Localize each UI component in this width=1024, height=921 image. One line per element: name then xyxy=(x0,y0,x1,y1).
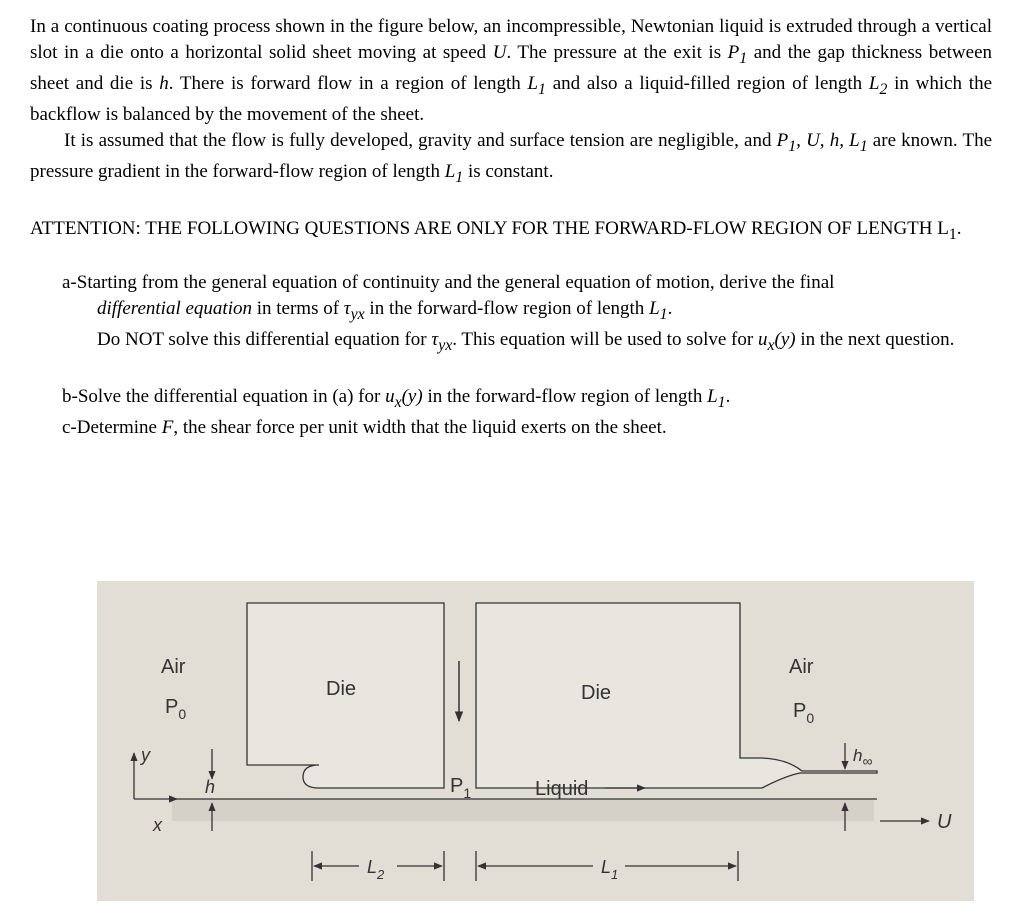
question-c: c-Determine F, the shear force per unit width that the liquid exerts on the sheet. xyxy=(62,416,667,438)
gap-h-label: h xyxy=(205,777,216,797)
die-label-right: Die xyxy=(581,682,612,704)
die-label-left: Die xyxy=(326,678,357,700)
figure-svg xyxy=(97,581,974,901)
liquid-label: Liquid xyxy=(535,778,589,800)
question-a-line-1: a-Starting from the general equation of continuity and the general equation of motion, derive the final xyxy=(62,272,835,294)
intro-paragraph-1: In a continuous coating process shown in the figure below, an incompressible, Newtonian liquid is extruded through a vertical slot in a die onto a horizontal solid sheet moving at speed U. The pressure at the exit is $P_1$ and the gap thickness between sheet and die is h. There is forward flow in a region of length $L_1$ and also a liquid-filled region of length $L_2$ in which the backflow is balanced by the movement of the sheet. xyxy=(30,16,993,126)
l2-label: $L_2$ xyxy=(367,857,385,882)
moving-sheet xyxy=(172,799,874,821)
air-label-right: Air xyxy=(789,656,814,678)
question-a-line-3: Do NOT solve this differential equation for $\tau_{yx}$. This equation will be used to solve for $u_x(y)$ in the next question. xyxy=(97,329,955,354)
problem-text xyxy=(30,14,992,441)
p0-label-right: $P_0$ xyxy=(793,700,815,726)
p0-label-left: $P_0$ xyxy=(165,696,187,722)
question-b: b-Solve the differential equation in (a) for $u_x(y)$ in the forward-flow region of length $L_1$. xyxy=(62,385,731,411)
x-axis-label: x xyxy=(153,815,162,835)
l1-label: $L_1$ xyxy=(601,857,619,882)
air-label-left: Air xyxy=(161,656,186,678)
p1-label: $P_1$ xyxy=(450,775,472,801)
velocity-u-label: U xyxy=(937,811,952,833)
y-axis-label: y xyxy=(141,745,150,765)
hinf-label: $h_\infty$ xyxy=(853,746,873,769)
question-a-line-2: differential equation in terms of $\tau_{yx}$ in the forward-flow region of length $L_1$. xyxy=(97,297,673,323)
coating-process-figure xyxy=(97,581,974,901)
intro-paragraph-2: It is assumed that the flow is fully developed, gravity and surface tension are negligible, and $P_1$, U, h, $L_1$ are known. The pressure gradient in the forward-flow region of length $L_1$ is constant. xyxy=(30,129,992,187)
attention-notice: ATTENTION: THE FOLLOWING QUESTIONS ARE ONLY FOR THE FORWARD-FLOW REGION OF LENGTH $L_1$. xyxy=(30,217,962,243)
